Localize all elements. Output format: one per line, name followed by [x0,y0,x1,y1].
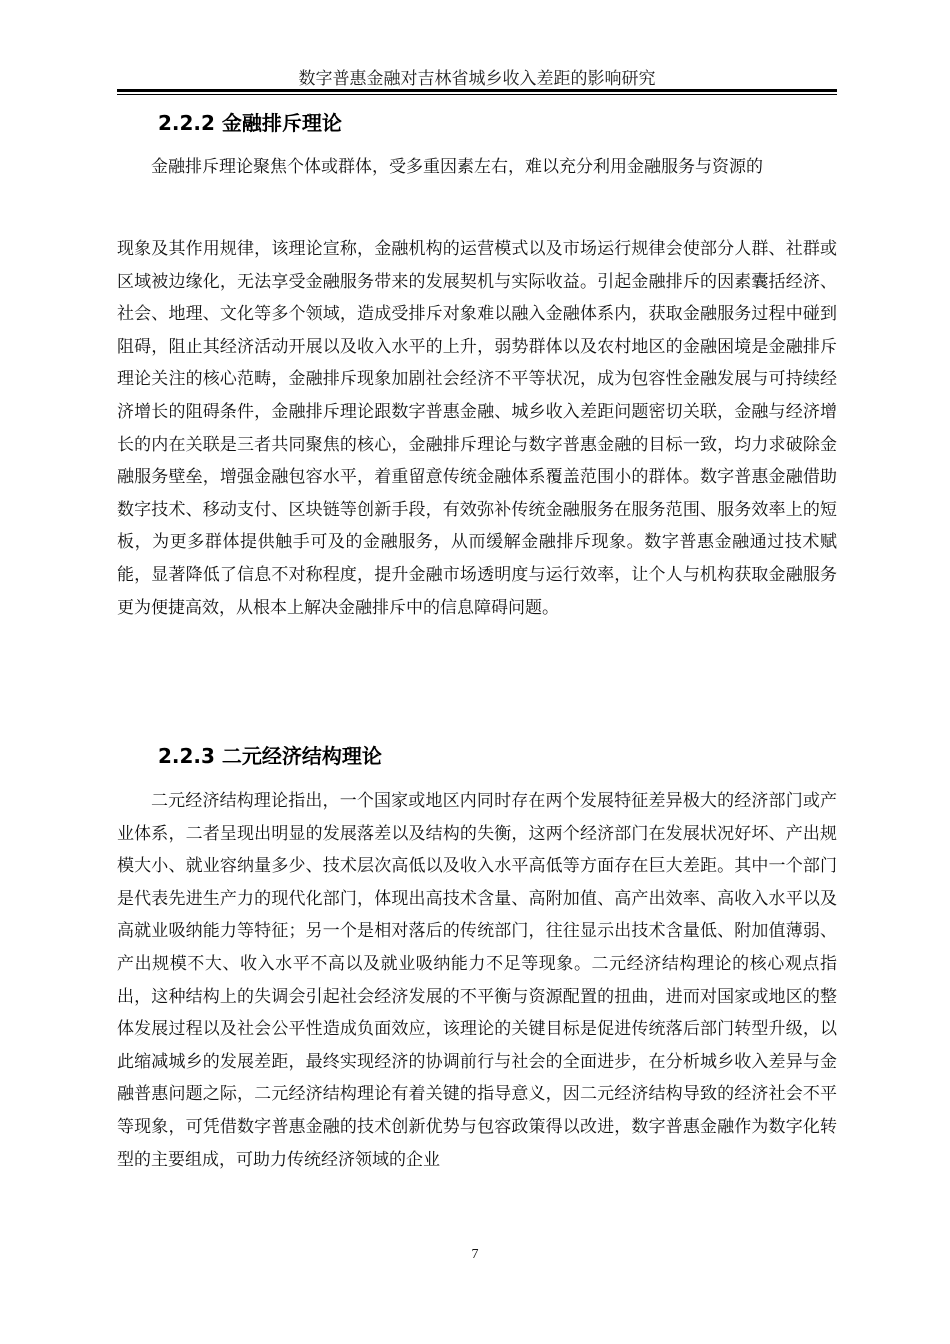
paragraph-financial-exclusion-intro: 金融排斥理论聚焦个体或群体，受多重因素左右，难以充分利用金融服务与资源的 [151,157,763,177]
header-rule-thick [117,89,837,92]
page-number: 7 [471,1247,479,1262]
section-heading-2-2-2: 2.2.2 金融排斥理论 [158,111,342,135]
header-rule-thin [117,94,837,95]
running-header-title: 数字普惠金融对吉林省城乡收入差距的影响研究 [298,69,656,89]
paragraph-financial-exclusion-body: 现象及其作用规律，该理论宣称，金融机构的运营模式以及市场运行规律会使部分人群、社群或区域被边缘化，无法享受金融服务带来的发展契机与实际收益。引起金融排斥的因素囊括经济、社会、地理、文化等多个领域，造成受排斥对象难以融入金融体系内，获取金融服务过程中碰到阻碍，阻止其经济活动开展以及收入水平的上升，弱势群体以及农村地区的金融困境是金融排斥理论关注的核心范畴，金融排斥现象加剧社会经济不平等状况，成为包容性金融发展与可持续经济增长的阻碍条件，金融排斥理论跟数字普惠金融、城乡收入差距问题密切关联，金融与经济增长的内在关联是三者共同聚焦的核心，金融排斥理论与数字普惠金融的目标一致，均力求破除金融服务壁垒，增强金融包容水平，着重留意传统金融体系覆盖范围小的群体。数字普惠金融借助数字技术、移动支付、区块链等创新手段，有效弥补传统金融服务在服务范围、服务效率上的短板，为更多群体提供触手可及的金融服务，从而缓解金融排斥现象。数字普惠金融通过技术赋能，显著降低了信息不对称程度，提升金融市场透明度与运行效率，让个人与机构获取金融服务更为便捷高效，从根本上解决金融排斥中的信息障碍问题。 [117,239,837,618]
section-heading-2-2-3: 2.2.3 二元经济结构理论 [158,744,382,768]
paragraph-dual-economy-body: 二元经济结构理论指出，一个国家或地区内同时存在两个发展特征差异极大的经济部门或产业体系，二者呈现出明显的发展落差以及结构的失衡，这两个经济部门在发展状况好坏、产出规模大小、就业容纳量多少、技术层次高低以及收入水平高低等方面存在巨大差距。其中一个部门是代表先进生产力的现代化部门，体现出高技术含量、高附加值、高产出效率、高收入水平以及高就业吸纳能力等特征；另一个是相对落后的传统部门，往往显示出技术含量低、附加值薄弱、产出规模不大、收入水平不高以及就业吸纳能力不足等现象。二元经济结构理论的核心观点指出，这种结构上的失调会引起社会经济发展的不平衡与资源配置的扭曲，进而对国家或地区的整体发展过程以及社会公平性造成负面效应，该理论的关键目标是促进传统落后部门转型升级，以此缩减城乡的发展差距，最终实现经济的协调前行与社会的全面进步，在分析城乡收入差异与金融普惠问题之际，二元经济结构理论有着关键的指导意义，因二元经济结构导致的经济社会不平等现象，可凭借数字普惠金融的技术创新优势与包容政策得以改进，数字普惠金融作为数字化转型的主要组成，可助力传统经济领域的企业 [117,791,837,1170]
